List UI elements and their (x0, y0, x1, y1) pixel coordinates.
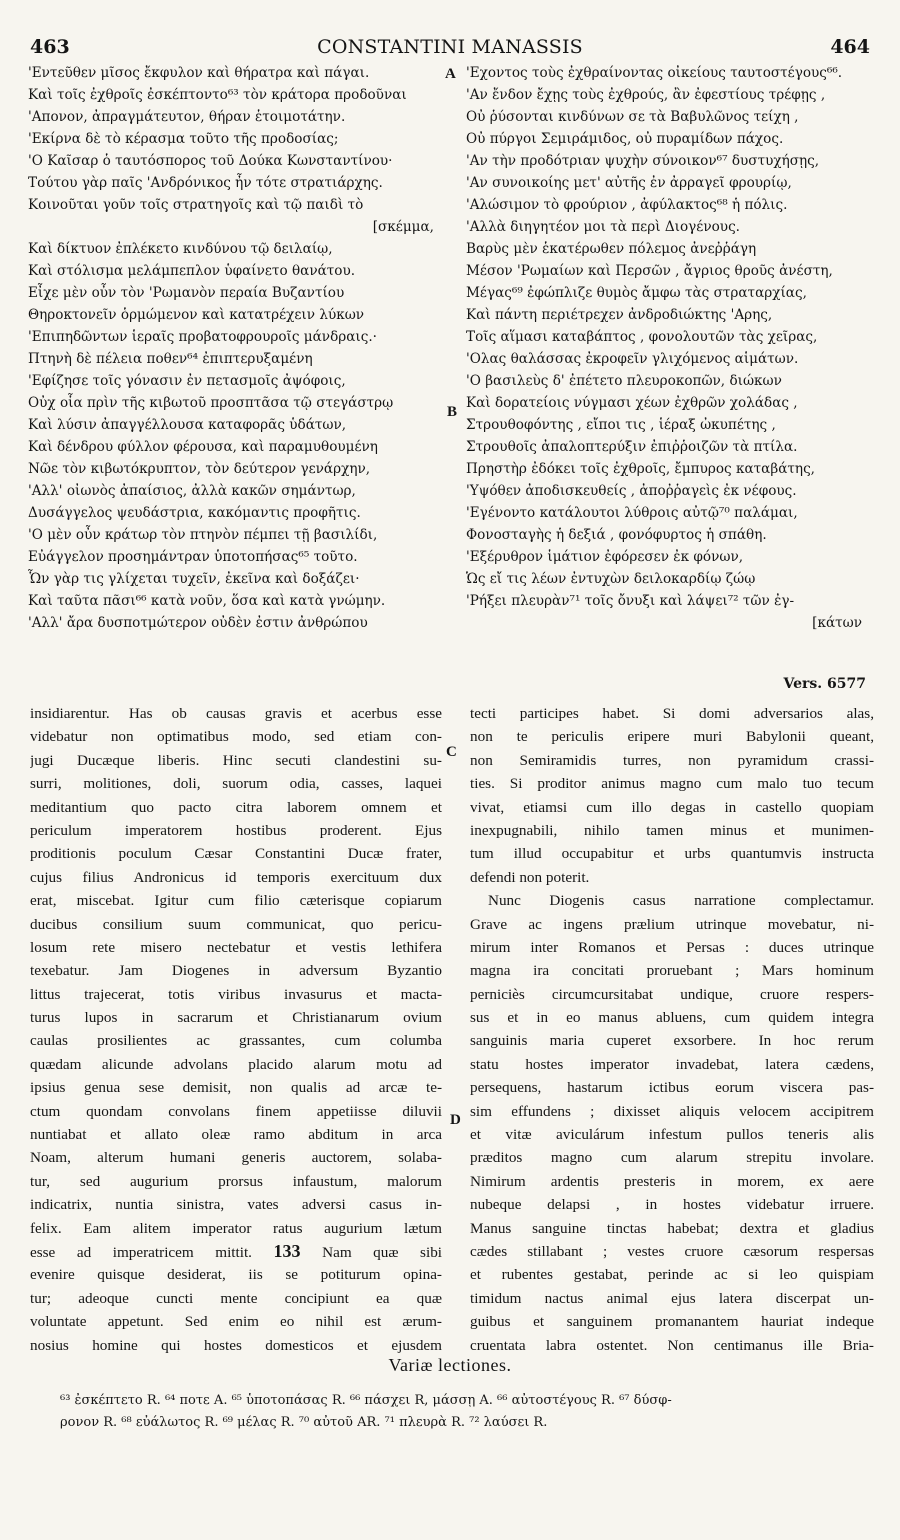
latin-prose-line: defendi non poterit. (470, 868, 590, 886)
greek-verse-line: 'Αν ἔνδον ἔχῃς τοὺς ἐχθρούς, ἂν ἐφεστίους τρέφῃς , (466, 87, 826, 103)
latin-prose-line: timidum nactus animal ejus latera discerpat un- (470, 1289, 874, 1307)
latin-prose-line: felix. Eam alitem imperator ratus augurium lætum (30, 1219, 442, 1237)
greek-verse-line: Οὐ ῥύσονται κινδύνων σε τὰ Βαβυλῶνος τείχη , (466, 109, 799, 125)
latin-prose-line: littus trajecerat, totis viribus invasurus et macta- (30, 985, 442, 1003)
latin-prose-line: nuntiabat et allato oleæ ramo abditum in arca (30, 1126, 442, 1144)
latin-prose-line: caulas prosilientes ac grassantes, cum columba (30, 1032, 442, 1050)
latin-prose-line: periculum imperatorem hostibus proderent. Ejus (30, 821, 442, 839)
latin-prose-line: Nimirum ardentis presteris in morem, ex aere (470, 1172, 874, 1190)
greek-verse-line: 'Αλλὰ διηγητέον μοι τὰ περὶ Διογένους. (466, 219, 740, 235)
latin-prose-line: quædam alicunde advolans placido alarum motu ad (30, 1055, 442, 1073)
latin-prose-line: turus lupos in sacrarum et Christianarum ovium (30, 1009, 442, 1027)
latin-prose-line: texebatur. Jam Diogenes in adversum Byzantio (30, 962, 442, 980)
latin-prose-line: sim effundens ; dixisset aliquis velocem accipitrem (470, 1102, 874, 1120)
latin-prose-line: surri, molitiones, doli, suorum odia, casses, laquei (30, 775, 442, 793)
margin-marker-d: D (450, 1112, 461, 1128)
greek-verse-line: [σκέμμα, (372, 219, 434, 235)
latin-prose-line: insidiarentur. Has ob causas gravis et acerbus esse (30, 705, 442, 722)
greek-verse-line: 'Αλλ' οἰωνὸς ἀπαίσιος, ἀλλὰ κακῶν σημάντωρ, (28, 483, 356, 499)
greek-column-left (28, 62, 448, 634)
greek-verse-line: [κάτων (812, 615, 862, 631)
latin-prose-line: vivat, etiamsi cum illo degas in castello quopiam (470, 798, 874, 816)
latin-prose-line: et vitæ aviculárum infestum pullos teneris alis (470, 1126, 874, 1144)
greek-verse-line: Δυσάγγελος ψευδάστρια, κακόμαντις προφῆτις. (28, 505, 361, 521)
greek-verse-line: 'Ρήξει πλευρὰν⁷¹ τοῖς ὄνυξι καὶ λάψει⁷² τῶν ἐγ- (466, 593, 795, 609)
greek-verse-line: Θηροκτονεῖν ὁρμώμενον καὶ κατατρέχειν λύκων (28, 307, 365, 323)
greek-verse-line: Εὐάγγελον προσημάντραν ὑποτοπήσας⁶⁵ τοῦτο. (28, 549, 358, 565)
latin-prose-line: nosius homine qui hostes domesticos et ejusdem (30, 1336, 442, 1354)
greek-verse-line: 'Αλώσιμον τὸ φρούριον , ἀφύλακτος⁶⁸ ἡ πόλις. (466, 197, 788, 213)
latin-prose-line: losum rete misero nectebatur et vestis lethifera (30, 938, 442, 956)
footnotes (60, 1390, 860, 1434)
greek-verse-line: Βαρὺς μὲν ἑκατέρωθεν πόλεμος ἀνεῤῥάγη (466, 241, 757, 257)
latin-prose-line: jugi Ducæque liberis. Hinc secuti clandestini su- (30, 751, 442, 769)
latin-prose-line: meditantium quo pacto citra laborem omnem et (30, 798, 442, 816)
verse-number: Vers. 6577 (783, 676, 866, 692)
latin-prose-line: cruentata labra ostentet. Non centimanus ille Bria- (470, 1336, 874, 1354)
latin-prose-line: cædes stillabant ; vestes cruore cæsorum respersas (470, 1242, 874, 1260)
latin-prose-line: mirum inter Romanos et Persas : duces utrinque (470, 938, 874, 956)
greek-column-right (466, 62, 876, 634)
latin-prose-line (30, 1240, 442, 1263)
greek-verse-line: 'Αν τὴν προδότριαν ψυχὴν σύνοικον⁶⁷ δυστυχήσῃς, (466, 153, 820, 169)
greek-verse-line: 'Εντεῦθεν μῖσος ἔκφυλον καὶ θήρατρα καὶ πάγαι. (28, 65, 370, 81)
latin-prose-line: Grave ac ingens prælium utrinque movebatur, ni- (470, 915, 874, 933)
latin-prose-line: ties. Si proditor animus magno cum malo tuo tecum (470, 775, 874, 793)
latin-prose-line: perniciès circumcursitabat undique, cruore respers- (470, 985, 874, 1003)
latin-prose-line: Nunc Diogenis casus narratione complectamur. (488, 892, 874, 910)
greek-verse-line: 'Ο βασιλεὺς δ' ἐπέτετο πλευροκοπῶν, διώκων (466, 373, 782, 389)
greek-verse-line: 'Αλλ' ἄρα δυσποτμώτερον οὐδὲν ἐστιν ἀνθρώπου (28, 615, 368, 631)
greek-verse-line: Στρουθοφόντης , εἴποι τις , ἱέραξ ὠκυπέτης , (466, 417, 776, 433)
greek-verse-line: Ὧν γὰρ τις γλίχεται τυχεῖν, ἐκεῖνα καὶ δοξάζει· (28, 571, 360, 587)
greek-verse-line: 'Αν συνοικοίης μετ' αὐτῆς ἐν ἀρραγεῖ φρουρίῳ, (466, 175, 792, 191)
latin-prose-line: magna ira concitati proruebant ; Mars hominum (470, 962, 874, 980)
running-header (30, 36, 870, 60)
latin-prose-line: erat, miscebat. Igitur cum filio cæterisque copiarum (30, 892, 442, 910)
greek-verse-line: Μέσον 'Ρωμαίων καὶ Περσῶν , ἄγριος θροῦς ἀνέστη, (466, 263, 833, 279)
latin-prose-line: Noam, alterum humani generis auctorem, solaba- (30, 1149, 442, 1167)
latin-prose-line: inexpugnabili, nihilo tamen minus et munimen- (470, 821, 874, 839)
greek-verse-line: Πρηστὴρ ἐδόκει τοῖς ἐχθροῖς, ἔμπυρος καταβάτης, (466, 461, 815, 477)
latin-prose-line: ipsius genua sese demisit, non qualis ad arcæ te- (30, 1079, 442, 1097)
latin-prose-line: voluntate appetunt. Sed enim eo nihil est ærum- (30, 1313, 442, 1331)
greek-verse-line: Καὶ δένδρου φύλλον φέρουσα, καὶ παραμυθουμένη (28, 439, 378, 455)
footnote-line: ρονον R. ⁶⁸ εὐάλωτος R. ⁶⁹ μέλας R. ⁷⁰ αὐτοῦ AR. ⁷¹ πλευρὰ R. ⁷² λαύσει R. (60, 1415, 548, 1430)
footnote-line: ⁶³ ἐσκέπτετο R. ⁶⁴ ποτε A. ⁶⁵ ὑποτοπάσας R. ⁶⁶ πάσχει R, μάσσῃ A. ⁶⁶ αὐτοστέγους R. ⁶⁷ δύσφ- (60, 1393, 672, 1408)
greek-verse-line: 'Εκίρνα δὲ τὸ κέρασμα τοῦτο τῆς προδοσίας; (28, 131, 339, 147)
variae-lectiones-heading: Variæ lectiones. (388, 1355, 512, 1375)
latin-prose-line: ducibus consilium suum communicat, quo pericu- (30, 915, 442, 933)
greek-verse-line: Καὶ λύσιν ἀπαγγέλλουσα καταφορᾶς ὑδάτων, (28, 417, 347, 433)
greek-verse-line: Καὶ στόλισμα μελάμπεπλον ὑφαίνετο θανάτου. (28, 263, 356, 279)
greek-verse-line: 'Εχοντος τοὺς ἐχθραίνοντας οἰκείους ταυτοστέγους⁶⁶. (466, 65, 843, 81)
latin-prose-line: tecti participes habet. Si domi adversarios alas, (470, 705, 874, 722)
greek-verse-line: Καὶ πάντη περιέτρεχεν ἀνδροδιώκτης 'Αρης, (466, 307, 773, 323)
latin-prose-line: non Semiramidis turres, non pyramidum crassi- (470, 751, 874, 769)
running-title: CONSTANTINI MANASSIS (317, 36, 583, 58)
latin-prose-line: Manus sanguine tinctas habebat; dextra et gladius (470, 1219, 874, 1237)
greek-verse-line: Κοινοῦται γοῦν τοῖς στρατηγοῖς καὶ τῷ παιδὶ τὸ (28, 197, 364, 213)
greek-verse-line: Τούτου γὰρ παῖς 'Ανδρόνικος ἦν τότε στρατιάρχης. (28, 175, 383, 191)
latin-prose-line: nubeque delapsi , in hostes videbatur irruere. (470, 1196, 874, 1214)
latin-prose-line: non te periculis eripere muri Babylonii queant, (470, 728, 874, 746)
latin-column-right (470, 702, 874, 1357)
greek-verse-line: Καὶ δίκτυον ἐπλέκετο κινδύνου τῷ δειλαίῳ, (28, 241, 333, 257)
greek-verse-line: Οὐ πύργοι Σεμιράμιδος, οὐ πυραμίδων πάχος. (466, 131, 784, 147)
greek-verse-line: Οὐχ οἷα πρὶν τῆς κιβωτοῦ προσπτᾶσα τῷ στεγάστρῳ (28, 395, 394, 411)
page-number-left: 463 (30, 36, 70, 58)
greek-verse-line: 'Ολας θαλάσσας ἐκροφεῖν γλιχόμενος αἱμάτων. (466, 351, 799, 367)
margin-marker-c: C (446, 744, 457, 760)
latin-prose-line: sus et in eo manus abluens, cum quidem integra (470, 1009, 874, 1027)
margin-marker-b: B (447, 404, 458, 420)
latin-text-fragment: esse ad imperatricem mittit. (30, 1243, 252, 1261)
latin-prose-line: tur, sed augurium prorsus infaustum, malorum (30, 1172, 442, 1190)
latin-prose-line: præditos magno cum alarum strepitu involare. (470, 1149, 874, 1167)
greek-verse-line: 'Εφίζησε τοῖς γόνασιν ἐν πετασμοῖς ἀψόφοις, (28, 373, 346, 389)
greek-verse-line: 'Επιπηδῶντων ἱεραῖς προβατοφρουροῖς μάνδραις.· (28, 329, 378, 345)
greek-verse-line: Καὶ δορατείοις νύγμασι χέων ἐχθρῶν χολάδας , (466, 395, 798, 411)
page-number-right: 464 (830, 36, 870, 58)
greek-verse-line: 'Ο μὲν οὖν κράτωρ τὸν πτηνὸν πέμπει τῇ βασιλίδι, (28, 527, 378, 543)
latin-prose-line: proditionis poculum Cæsar Constantini Ducæ frater, (30, 845, 442, 863)
latin-prose-line: guibus et sanguinem promanantem hauriat indeque (470, 1313, 874, 1331)
greek-verse-line: 'Υψόθεν ἀποδισκευθείς , ἀποῤῥαγεὶς ἐκ νέφους. (466, 483, 797, 499)
greek-verse-line: Νῶε τὸν κιβωτόκρυπτον, τὸν δεύτερον γενάρχην, (28, 461, 371, 477)
greek-verse-line: Μέγας⁶⁹ ἐφώπλιζε θυμὸς ἄμφω τὰς στραταρχίας, (466, 285, 807, 301)
greek-verse-line: Τοῖς αἵμασι καταβάπτος , φονολουτῶν τὰς χεῖρας, (466, 329, 818, 345)
latin-prose-line: persequens, hastarum ictibus eorum viscera pas- (470, 1079, 874, 1097)
original-page-number: 133 (273, 1240, 301, 1261)
greek-verse-line: 'Εξέρυθρον ἱμάτιον ἐφόρεσεν ἐκ φόνων, (466, 549, 744, 565)
greek-verse-line: Ὡς εἴ τις λέων ἐντυχὼν δειλοκαρδίῳ ζώῳ (466, 571, 756, 587)
latin-prose-line: et rubentes gestabat, perinde ac si leo quispiam (470, 1266, 874, 1284)
latin-prose-line: sanguinis maria cuperet exsorbere. In hoc rerum (470, 1032, 874, 1050)
greek-verse-line: Πτηνὴ δὲ πέλεια ποθεν⁶⁴ ἐπιπτερυξαμένη (28, 351, 313, 367)
latin-prose-line: statu hostes imperator invadebat, latera cædens, (470, 1055, 874, 1073)
latin-prose-line: tum illud occupabitur et urbs quantumvis instructa (470, 845, 874, 863)
greek-verse-line: 'Απονον, ἀπραγμάτευτον, θήραν ἑτοιμοτάτην. (28, 109, 346, 125)
latin-prose-line: cujus filius Andronicus id temporis exercituum dux (30, 868, 442, 886)
greek-verse-line: 'Ο Καῖσαρ ὁ ταυτόσπορος τοῦ Δούκα Κωνσταντίνου· (28, 153, 393, 169)
latin-prose-line: indicatrix, nuntia sinistra, vates adversi casus in- (30, 1196, 442, 1214)
latin-prose-line: tur; adeoque cuncti mente concipiunt ea quæ (30, 1289, 442, 1307)
greek-verse-line: Εἶχε μὲν οὖν τὸν 'Ρωμανὸν περαία Βυζαντίου (28, 285, 345, 301)
latin-prose-line: videbatur non optimatibus modo, sed etiam con- (30, 728, 442, 746)
latin-text-fragment: Nam quæ sibi (322, 1243, 442, 1261)
greek-verse-line: Καὶ ταῦτα πᾶσι⁶⁶ κατὰ νοῦν, ὅσα καὶ κατὰ γνώμην. (28, 593, 386, 609)
greek-verse-line: 'Εγένοντο κατάλουτοι λύθροις αὐτῷ⁷⁰ παλάμαι, (466, 505, 798, 521)
margin-marker-a: A (445, 66, 456, 82)
greek-verse-line: Στρουθοῖς ἀπαλοπτερύξιν ἐπιῤῥοιζῶν τὰ πτίλα. (466, 439, 798, 455)
latin-prose-line: evenire quisque desiderat, iis se potiturum opina- (30, 1266, 442, 1284)
greek-verse-line: Καὶ τοῖς ἐχθροῖς ἐσκέπτοντο⁶³ τὸν κράτορα προδοῦναι (28, 87, 407, 103)
greek-verse-line: Φονοσταγὴς ἡ δεξιά , φονόφυρτος ἡ σπάθη. (466, 527, 767, 543)
latin-column-left (30, 702, 442, 1357)
latin-prose-line: ctum quondam convolans finem appetiisse diluvii (30, 1102, 442, 1120)
